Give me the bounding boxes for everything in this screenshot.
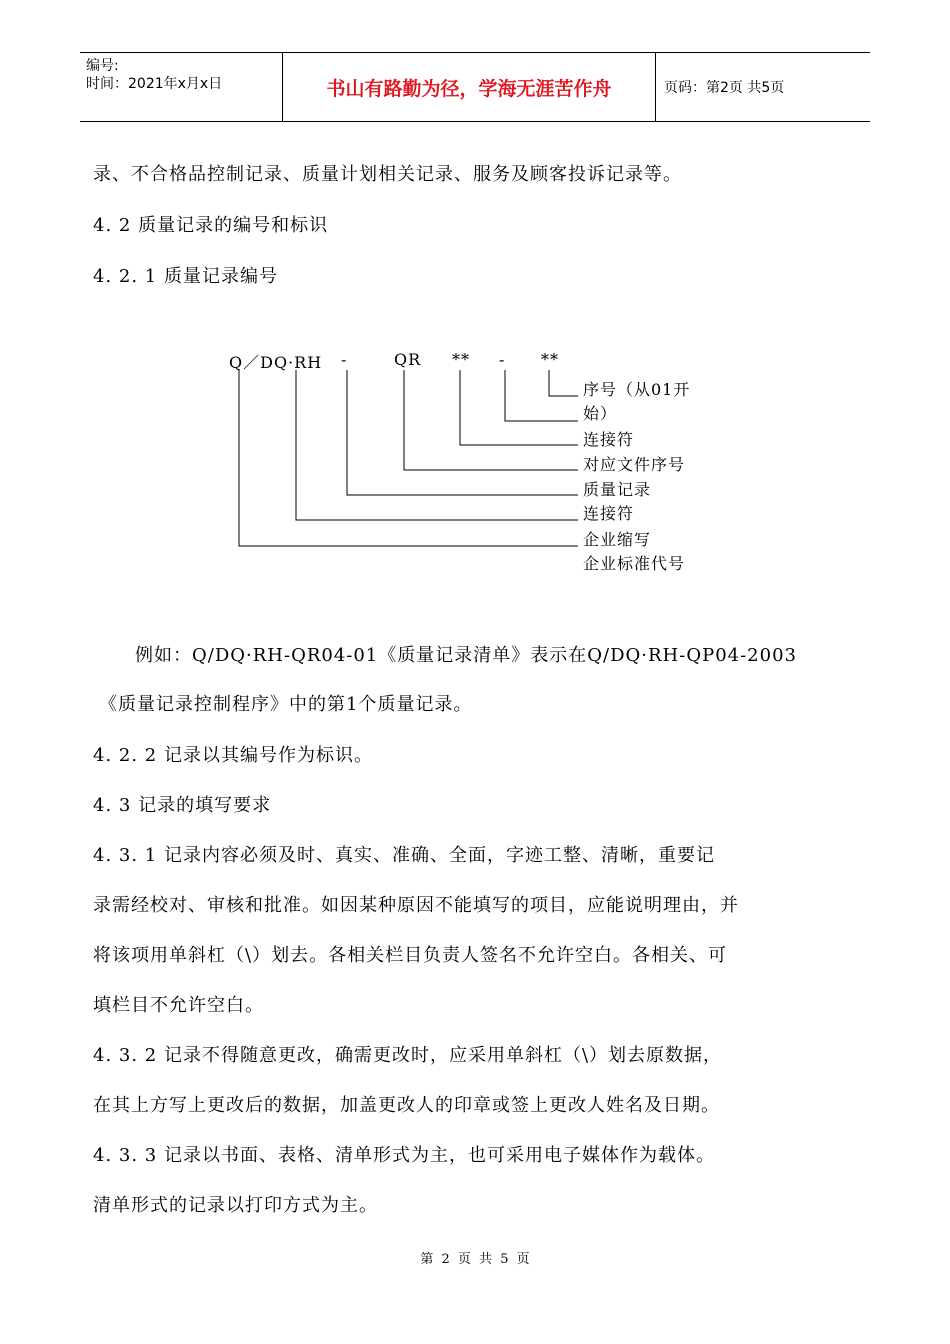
header-motto: 书山有路勤为径，学海无涯苦作舟 bbox=[326, 77, 612, 100]
body-text: 录、不合格品控制记录、质量计划相关记录、服务及顾客投诉记录等。 bbox=[93, 164, 682, 185]
code-part-seq: ** bbox=[541, 350, 559, 369]
section-4-3-2: 在其上方写上更改后的数据，加盖更改人的印章或签上更改人姓名及日期。 bbox=[93, 1095, 720, 1116]
diagram-connector-lines bbox=[0, 0, 950, 620]
section-4-3-2: 4. 3. 2 记录不得随意更改，确需更改时，应采用单斜杠（\）划去原数据， bbox=[93, 1045, 723, 1066]
section-4-3-3: 4. 3. 3 记录以书面、表格、清单形式为主，也可采用电子媒体作为载体。 bbox=[93, 1145, 715, 1166]
section-4-3-3: 清单形式的记录以打印方式为主。 bbox=[93, 1195, 378, 1216]
section-4-3-1: 将该项用单斜杠（\）划去。各相关栏目负责人签名不允许空白。各相关、可 bbox=[93, 945, 728, 966]
section-heading-4-2: 4. 2 质量记录的编号和标识 bbox=[93, 215, 329, 236]
page-footer: 第 2 页 共 5 页 bbox=[420, 1252, 530, 1267]
example-text: 《质量记录控制程序》中的第1个质量记录。 bbox=[99, 694, 473, 715]
code-part-qr: QR bbox=[394, 350, 422, 369]
section-4-3-1: 录需经校对、审核和批准。如因某种原因不能填写的项目，应能说明理由，并 bbox=[93, 895, 739, 916]
section-heading-4-3: 4. 3 记录的填写要求 bbox=[93, 795, 272, 816]
diagram-label-connector: 连接符 bbox=[583, 430, 635, 449]
document-number-label: 编号: bbox=[86, 58, 119, 74]
code-part-file-seq: ** bbox=[452, 350, 470, 369]
diagram-label-company-abbr: 企业缩写 bbox=[583, 530, 652, 549]
code-part-standard: Q／DQ·RH bbox=[229, 353, 323, 372]
section-4-3-1: 4. 3. 1 记录内容必须及时、真实、准确、全面，字迹工整、清晰，重要记 bbox=[93, 845, 715, 866]
diagram-label-file-seq: 对应文件序号 bbox=[583, 455, 686, 474]
code-part-hyphen: - bbox=[341, 350, 348, 369]
example-text: 例如：Q/DQ·RH-QR04-01《质量记录清单》表示在Q/DQ·RH-QP04-2003 bbox=[135, 645, 797, 666]
header-page-info: 页码：第2页 共5页 bbox=[664, 80, 785, 96]
section-heading-4-2-1: 4. 2. 1 质量记录编号 bbox=[93, 266, 278, 287]
diagram-label-connector: 连接符 bbox=[583, 504, 635, 523]
diagram-label-standard-code: 企业标准代号 bbox=[583, 554, 686, 573]
record-number-diagram bbox=[0, 0, 950, 620]
section-4-2-2: 4. 2. 2 记录以其编号作为标识。 bbox=[93, 745, 373, 766]
diagram-label-seq: 序号（从01开 bbox=[583, 380, 691, 399]
section-4-3-1: 填栏目不允许空白。 bbox=[93, 995, 264, 1016]
diagram-label-seq-cont: 始） bbox=[583, 404, 618, 423]
code-part-hyphen: - bbox=[499, 350, 506, 369]
document-time: 时间：2021年x月x日 bbox=[86, 76, 223, 92]
diagram-label-quality-record: 质量记录 bbox=[583, 480, 652, 499]
